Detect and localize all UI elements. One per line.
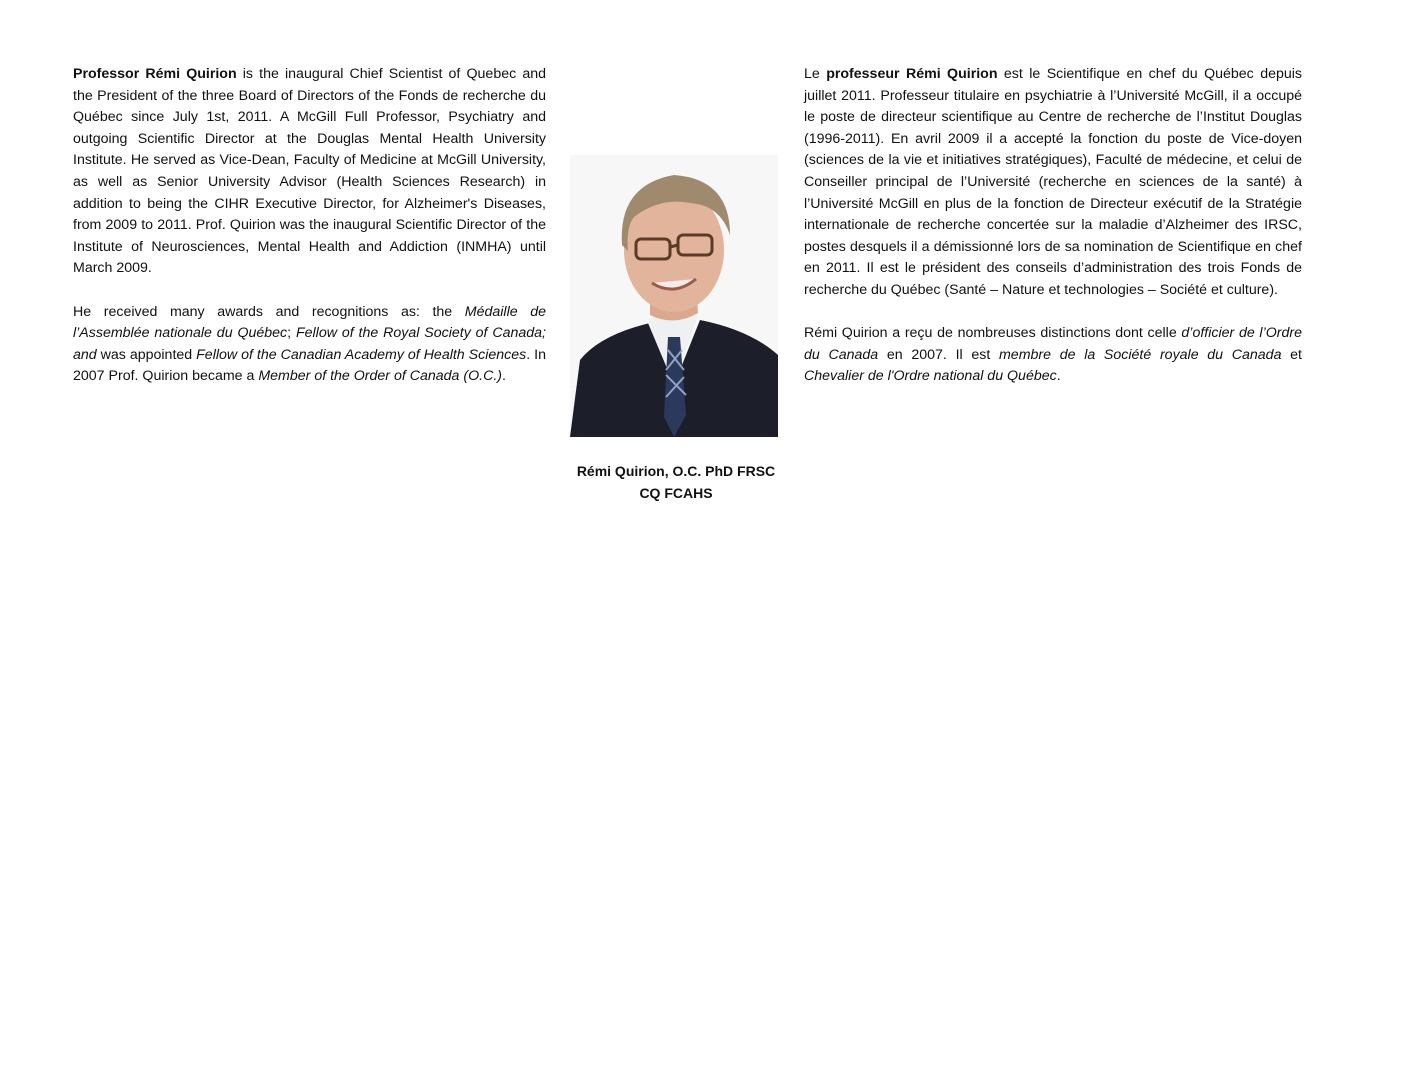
caption-name-line: Rémi Quirion, O.C. PhD FRSC	[576, 463, 776, 479]
text-run: en 2007. Il est	[878, 346, 999, 363]
caption-credentials-line: CQ FCAHS	[639, 485, 713, 501]
text-run: ;	[287, 325, 296, 342]
french-awards-paragraph	[804, 323, 1302, 388]
photo-caption	[556, 460, 796, 504]
english-bio-paragraph-1	[73, 64, 546, 280]
text-run: .	[1056, 368, 1061, 385]
italic-title-run: d’officier de l’Ordre du Canada	[804, 325, 1302, 363]
italic-title-run: Médaille de l’Assemblée nationale du Québec	[73, 303, 546, 342]
text-run: Le	[804, 66, 827, 82]
english-bio	[73, 64, 546, 410]
english-awards-paragraph	[73, 302, 546, 388]
bold-name-run: Professor Rémi Quirion	[73, 66, 237, 82]
text-run: est le Scientifique en chef du Québec depuis juillet 2011. Professeur titulaire en psychiatrie à l’Université McGill, il a occupé le poste de directeur scientifique au Centre de recherche de l’Institut Douglas (1996-2011). En avril 2009 il a accepté la fonction du poste de Vice-doyen (sciences de la vie et initiatives stratégiques), Faculté de médecine, et celui de Conseiller principal de l’Université (recherche en sciences de la santé) à l’Université McGill en plus de la fonction de Directeur exécutif de la Stratégie internationale de recherche concertée sur la maladie d’Alzheimer des IRSC, postes desquels il a démissionné lors de sa nomination de Scientifique en chef en 2011. Il est le président des conseils d’administration des trois Fonds de recherche du Québec (Santé – Nature et technologies – Société et culture).	[804, 66, 1302, 298]
bold-name-run: professeur Rémi Quirion	[826, 66, 998, 82]
italic-title-run: Member of the Order of Canada (O.C.)	[258, 368, 502, 385]
french-bio-paragraph-1	[804, 64, 1302, 302]
italic-title-run: Fellow of the Royal Society of Canada; and	[73, 325, 546, 363]
text-run: et	[1281, 346, 1302, 363]
text-run: Rémi Quirion a reçu de nombreuses distinctions dont celle	[804, 325, 1182, 342]
italic-title-run: membre de la Société royale du Canada	[998, 346, 1282, 363]
italic-title-run: Chevalier de l'Ordre national du Québec	[804, 368, 1057, 385]
portrait-photo	[570, 155, 778, 437]
text-run: He received many awards and recognitions as: the	[73, 303, 465, 320]
italic-title-run: Fellow of the Canadian Academy of Health Sciences	[196, 346, 527, 363]
text-run: .	[502, 368, 506, 385]
text-run: . In 2007 Prof. Quirion became a	[73, 346, 546, 385]
portrait-image	[570, 155, 778, 437]
text-run: is the inaugural Chief Scientist of Quebec and the President of the three Board of Directors of the Fonds de recherche du Québec since July 1st, 2011. A McGill Full Professor, Psychiatry and outgoing Scientific Director at the Douglas Mental Health University Institute. He served as Vice-Dean, Faculty of Medicine at McGill University, as well as Senior University Advisor (Health Sciences Research) in addition to being the CIHR Executive Director, for Alzheimer's Diseases, from 2009 to 2011. Prof. Quirion was the inaugural Scientific Director of the Institute of Neurosciences, Mental Health and Addiction (INMHA) until March 2009.	[73, 66, 546, 277]
french-bio	[804, 64, 1302, 410]
text-run: was appointed	[96, 346, 197, 363]
